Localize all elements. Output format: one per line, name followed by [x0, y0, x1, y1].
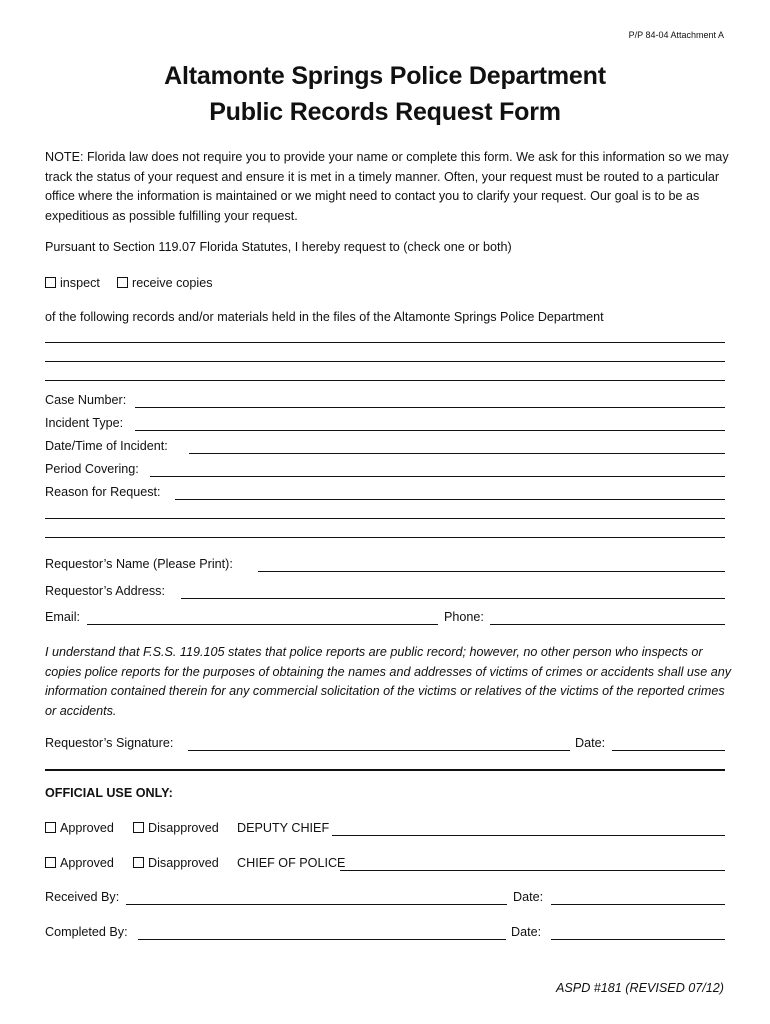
requestor-name-field[interactable]: [258, 571, 725, 572]
requestor-address-field[interactable]: [181, 598, 725, 599]
chief-approved-label: Approved: [60, 856, 114, 870]
chief-approved-checkbox[interactable]: [45, 857, 56, 868]
deputy-approved-label: Approved: [60, 821, 114, 835]
reason-line-2[interactable]: [45, 518, 725, 519]
section-divider: [45, 769, 725, 771]
chief-disapproved-checkbox[interactable]: [133, 857, 144, 868]
period-covering-label: Period Covering:: [45, 462, 139, 476]
form-number-footer: ASPD #181 (REVISED 07/12): [556, 981, 724, 995]
date-time-field[interactable]: [189, 453, 725, 454]
title-line-1: Altamonte Springs Police Department: [164, 62, 606, 90]
reason-label: Reason for Request:: [45, 485, 161, 499]
chief-disapproved-label: Disapproved: [148, 856, 219, 870]
deputy-chief-label: DEPUTY CHIEF: [237, 821, 330, 835]
chief-of-police-label: CHIEF OF POLICE: [237, 856, 346, 870]
signature-date-field[interactable]: [612, 750, 725, 751]
records-line-2[interactable]: [45, 361, 725, 362]
deputy-disapproved-option[interactable]: [133, 821, 219, 836]
chief-approved-option[interactable]: [45, 856, 114, 871]
case-number-field[interactable]: [135, 407, 725, 408]
chief-disapproved-option[interactable]: [133, 856, 219, 871]
deputy-approved-option[interactable]: [45, 821, 114, 836]
deputy-chief-field[interactable]: [332, 835, 725, 836]
phone-label: Phone:: [444, 610, 484, 624]
pursuant-text: Pursuant to Section 119.07 Florida Statutes, I hereby request to (check one or both): [45, 240, 512, 254]
email-field[interactable]: [87, 624, 438, 625]
signature-label: Requestor’s Signature:: [45, 736, 174, 750]
completed-date-label: Date:: [511, 925, 542, 939]
records-line-3[interactable]: [45, 380, 725, 381]
attachment-label: P/P 84-04 Attachment A: [628, 30, 724, 40]
receive-copies-option[interactable]: [117, 276, 213, 291]
phone-field[interactable]: [490, 624, 725, 625]
incident-type-label: Incident Type:: [45, 416, 124, 430]
receive-copies-label: receive copies: [132, 276, 213, 290]
deputy-approved-checkbox[interactable]: [45, 822, 56, 833]
chief-of-police-field[interactable]: [340, 870, 725, 871]
requestor-address-label: Requestor’s Address:: [45, 584, 165, 598]
received-by-label: Received By:: [45, 890, 120, 904]
inspect-checkbox[interactable]: [45, 277, 56, 288]
records-line-1[interactable]: [45, 342, 725, 343]
requestor-name-label: Requestor’s Name (Please Print):: [45, 557, 233, 571]
deputy-disapproved-label: Disapproved: [148, 821, 219, 835]
signature-date-label: Date:: [575, 736, 606, 750]
note-paragraph: NOTE: Florida law does not require you to provide your name or complete this form. We ask for this information so we may track the status of your request and ensure it is met in a timely manner. Often, your request must be routed to a particular office where the information is maintained or we might need to contact you to clarify your request. Our goal is to be as expeditious as possible fulfilling your request.: [45, 150, 729, 223]
inspect-label: inspect: [60, 276, 100, 290]
reason-field[interactable]: [175, 499, 725, 500]
date-time-label: Date/Time of Incident:: [45, 439, 168, 453]
records-intro-text: of the following records and/or materials held in the files of the Altamonte Springs Police Department: [45, 310, 604, 324]
email-label: Email:: [45, 610, 80, 624]
statement-paragraph: I understand that F.S.S. 119.105 states that police reports are public record; however, no other person who inspects or copies police reports for the purposes of obtaining the names and addresses of victims of crimes or accidents shall use any information contained therein for any commercial solicitation of the victims or relatives of the victims of the reported crimes or accidents.: [45, 645, 732, 718]
case-number-label: Case Number:: [45, 393, 127, 407]
signature-field[interactable]: [188, 750, 570, 751]
completed-by-label: Completed By:: [45, 925, 128, 939]
received-date-label: Date:: [513, 890, 544, 904]
title-line-2: Public Records Request Form: [209, 98, 561, 126]
reason-line-3[interactable]: [45, 537, 725, 538]
received-date-field[interactable]: [551, 904, 725, 905]
receive-copies-checkbox[interactable]: [117, 277, 128, 288]
incident-type-field[interactable]: [135, 430, 725, 431]
received-by-field[interactable]: [126, 904, 507, 905]
completed-by-field[interactable]: [138, 939, 506, 940]
deputy-disapproved-checkbox[interactable]: [133, 822, 144, 833]
official-use-heading: OFFICIAL USE ONLY:: [45, 786, 173, 800]
completed-date-field[interactable]: [551, 939, 725, 940]
period-covering-field[interactable]: [150, 476, 725, 477]
inspect-option[interactable]: [45, 276, 100, 291]
